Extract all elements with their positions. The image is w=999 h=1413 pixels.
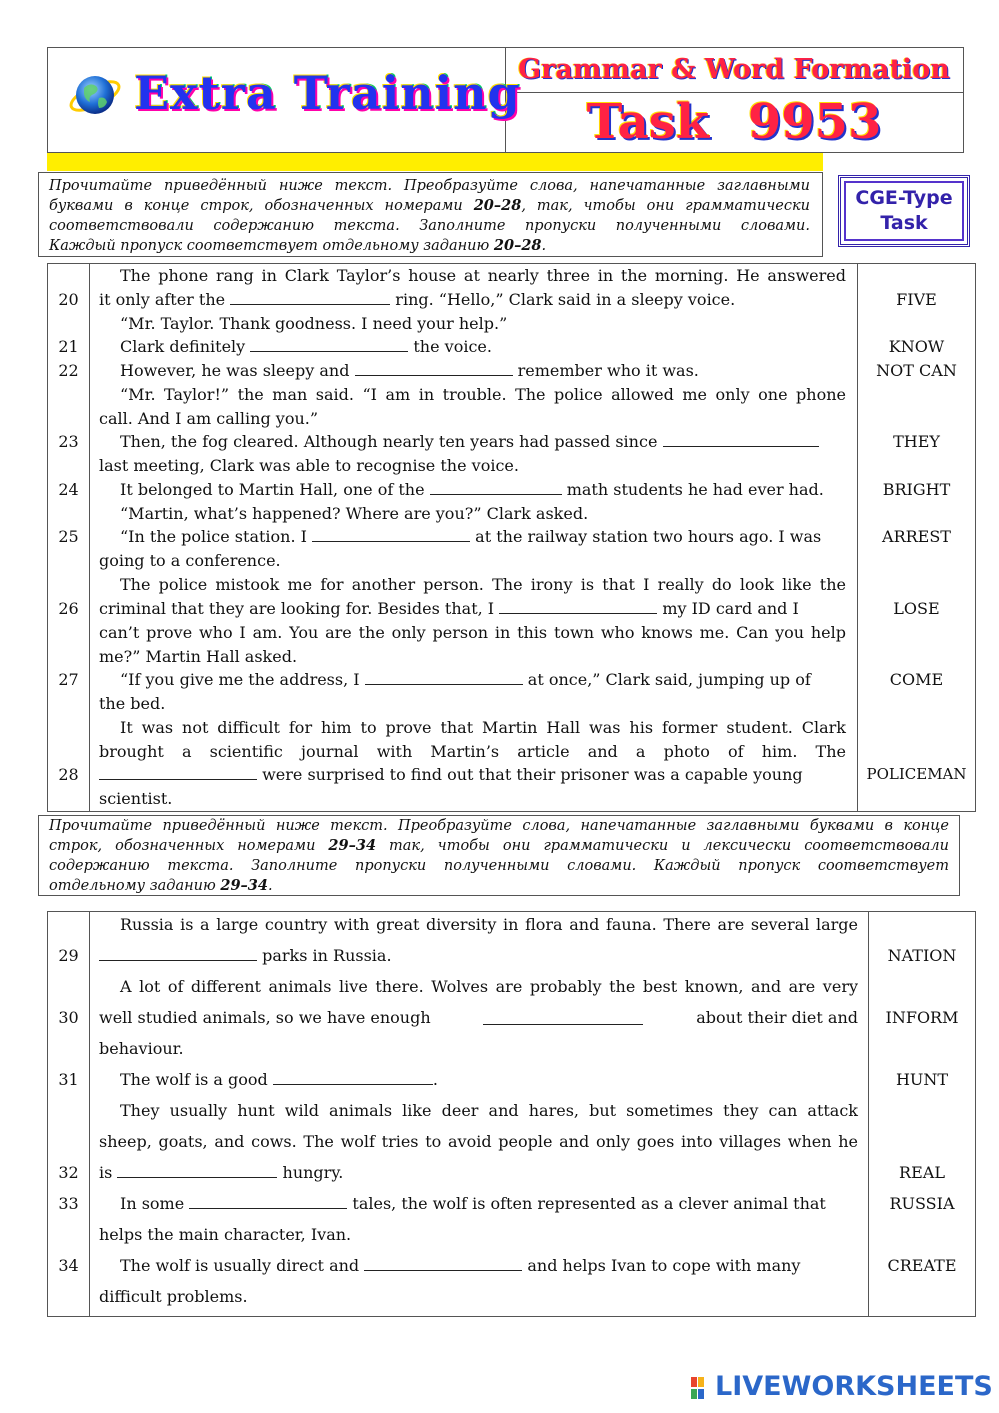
- answer-blank[interactable]: [663, 433, 819, 447]
- answer-blank[interactable]: [365, 671, 523, 685]
- header-subtitle: Grammar & Word Formation: [518, 54, 950, 85]
- keyword: HUNT: [895, 1070, 949, 1089]
- item-number: 29: [58, 946, 79, 965]
- instruction-line: Прочитайте приведённый ниже текст. Преобразуйте слова, напечатанные заглавными буквами в конце: [49, 818, 949, 834]
- keyword: BRIGHT: [882, 480, 951, 499]
- keyword: LOSE: [893, 599, 940, 618]
- item-number: 20: [58, 290, 79, 309]
- text-line: However, he was sleepy and remember who it was.: [120, 361, 699, 380]
- cge-type-badge: [838, 175, 970, 247]
- item-number: 25: [58, 527, 79, 546]
- item-number: 32: [58, 1163, 79, 1182]
- answer-blank[interactable]: [189, 1195, 347, 1209]
- answer-blank[interactable]: [355, 362, 513, 376]
- header-divider: [505, 92, 963, 93]
- text-line: Russia is a large country with great diversity in flora and fauna. There are several large: [120, 915, 858, 934]
- instruction-line: соответствовали содержанию текста. Заполните пропуски полученными словами.: [49, 218, 810, 234]
- badge-line: CGE-Type: [855, 187, 953, 209]
- text-line: helps the main character, Ivan.: [99, 1225, 352, 1244]
- instruction-line: буквами в конце строк, обозначенных номерами 20–28, так, чтобы они грамматически: [49, 197, 810, 214]
- text-line: The police mistook me for another person. The irony is that I really do look like the: [120, 575, 846, 594]
- item-number: 34: [58, 1256, 79, 1275]
- answer-blank[interactable]: [312, 528, 470, 542]
- item-number: 23: [58, 432, 79, 451]
- keyword: INFORM: [885, 1008, 959, 1027]
- text-line: “Mr. Taylor!” the man said. “I am in trouble. The police allowed me only one phone: [120, 385, 846, 404]
- text-line: A lot of different animals live there. Wolves are probably the best known, and are very: [120, 977, 858, 996]
- text-line: difficult problems.: [99, 1287, 248, 1306]
- instruction-line: отдельному заданию 29–34.: [49, 877, 273, 894]
- keyword: POLICEMAN: [866, 765, 967, 783]
- column-divider: [89, 912, 90, 1316]
- instruction-line: Каждый пропуск соответствует отдельному заданию 20–28.: [49, 237, 547, 254]
- task-number: 9953: [747, 94, 882, 150]
- text-line: can’t prove who I am. You are the only person in this town who knows me. Can you help: [99, 623, 846, 642]
- text-line: The wolf is a good .: [120, 1070, 438, 1089]
- answer-blank[interactable]: [230, 291, 390, 305]
- task-title: [514, 94, 954, 150]
- answer-blank[interactable]: [364, 1257, 522, 1271]
- keyword: FIVE: [896, 290, 937, 309]
- keyword: CREATE: [887, 1256, 957, 1275]
- yellow-bar: [47, 153, 823, 171]
- answer-blank[interactable]: [99, 947, 257, 961]
- text-line: is hungry.: [99, 1163, 344, 1182]
- badge-line: Task: [880, 212, 928, 234]
- text-line: “Mr. Taylor. Thank goodness. I need your help.”: [120, 314, 508, 333]
- item-number: 30: [58, 1008, 79, 1027]
- keyword: NOT CAN: [876, 361, 957, 380]
- text-line: scientist.: [99, 789, 173, 808]
- text-line: Then, the fog cleared. Although nearly ten years had passed since: [120, 432, 819, 451]
- text-line: parks in Russia.: [99, 946, 392, 965]
- text-line: It was not difficult for him to prove that Martin Hall was his former student. Clark: [120, 718, 846, 737]
- instruction-line: содержанию текста. Заполните пропуски полученными словами. Каждый пропуск соответствует: [49, 858, 949, 874]
- keyword: THEY: [893, 432, 940, 451]
- text-line: me?” Martin Hall asked.: [99, 647, 298, 666]
- task-label: Task: [586, 94, 710, 150]
- answer-blank[interactable]: [430, 481, 562, 495]
- text-line: Clark definitely the voice.: [120, 337, 492, 356]
- text-line: The phone rang in Clark Taylor’s house at nearly three in the morning. He answered: [120, 266, 846, 285]
- item-number: 28: [58, 765, 79, 784]
- text-line: They usually hunt wild animals like deer and hares, but sometimes they can attack: [120, 1101, 858, 1120]
- keyword: KNOW: [888, 337, 945, 356]
- header-box: [47, 47, 964, 153]
- item-number: 33: [58, 1194, 79, 1213]
- keyword: RUSSIA: [889, 1194, 955, 1213]
- text-line: were surprised to find out that their prisoner was a capable young: [99, 765, 803, 784]
- item-number: 26: [58, 599, 79, 618]
- answer-blank[interactable]: [499, 600, 657, 614]
- item-number: 31: [58, 1070, 79, 1089]
- text-line: it only after the ring. “Hello,” Clark said in a sleepy voice.: [99, 290, 736, 309]
- instructions-2: [38, 815, 960, 896]
- item-number: 21: [58, 337, 79, 356]
- keyword: REAL: [899, 1163, 945, 1182]
- text-line: the bed.: [99, 694, 166, 713]
- text-line: behaviour.: [99, 1039, 184, 1058]
- text-line: last meeting, Clark was able to recognise the voice.: [99, 456, 519, 475]
- text-line: call. And I am calling you.”: [99, 409, 319, 428]
- text-line: going to a conference.: [99, 551, 281, 570]
- text-line: “If you give me the address, I at once,” Clark said, jumping up of: [120, 670, 811, 689]
- item-number: 24: [58, 480, 79, 499]
- exercise-table-1: [47, 263, 976, 812]
- answer-blank[interactable]: [250, 338, 408, 352]
- column-divider: [89, 264, 90, 811]
- text-line: well studied animals, so we have enough about their diet and: [99, 1008, 858, 1027]
- instruction-line: строк, обозначенных номерами 29–34 так, чтобы они грамматически и лексически соответствовали: [49, 837, 949, 854]
- item-number: 27: [58, 670, 79, 689]
- answer-blank[interactable]: [273, 1071, 433, 1085]
- item-number: 22: [58, 361, 79, 380]
- keyword: NATION: [887, 946, 957, 965]
- answer-blank[interactable]: [117, 1164, 277, 1178]
- instructions-1: [38, 172, 823, 257]
- answer-blank[interactable]: [99, 766, 257, 780]
- liveworksheets-icon: [691, 1377, 713, 1399]
- answer-blank[interactable]: [483, 1011, 643, 1025]
- text-line: criminal that they are looking for. Besides that, I my ID card and I: [99, 599, 799, 618]
- globe-icon: [68, 68, 122, 122]
- text-line: In some tales, the wolf is often represented as a clever animal that: [120, 1194, 826, 1213]
- text-line: brought a scientific journal with Martin’s article and a photo of him. The: [99, 742, 846, 761]
- brand-title: Extra Training: [134, 66, 521, 120]
- text-line: “Martin, what’s happened? Where are you?” Clark asked.: [120, 504, 589, 523]
- text-line: “In the police station. I at the railway station two hours ago. I was: [120, 527, 822, 546]
- text-line: The wolf is usually direct and and helps Ivan to cope with many: [120, 1256, 801, 1275]
- text-line: sheep, goats, and cows. The wolf tries to avoid people and only goes into villages when he: [99, 1132, 858, 1151]
- exercise-table-2: [47, 911, 976, 1317]
- keyword: ARREST: [882, 527, 951, 546]
- instruction-line: Прочитайте приведённый ниже текст. Преобразуйте слова, напечатанные заглавными: [49, 178, 810, 194]
- footer-brand: LIVEWORKSHEETS: [715, 1371, 993, 1402]
- text-line: It belonged to Martin Hall, one of the math students he had ever had.: [120, 480, 824, 499]
- keyword: COME: [889, 670, 944, 689]
